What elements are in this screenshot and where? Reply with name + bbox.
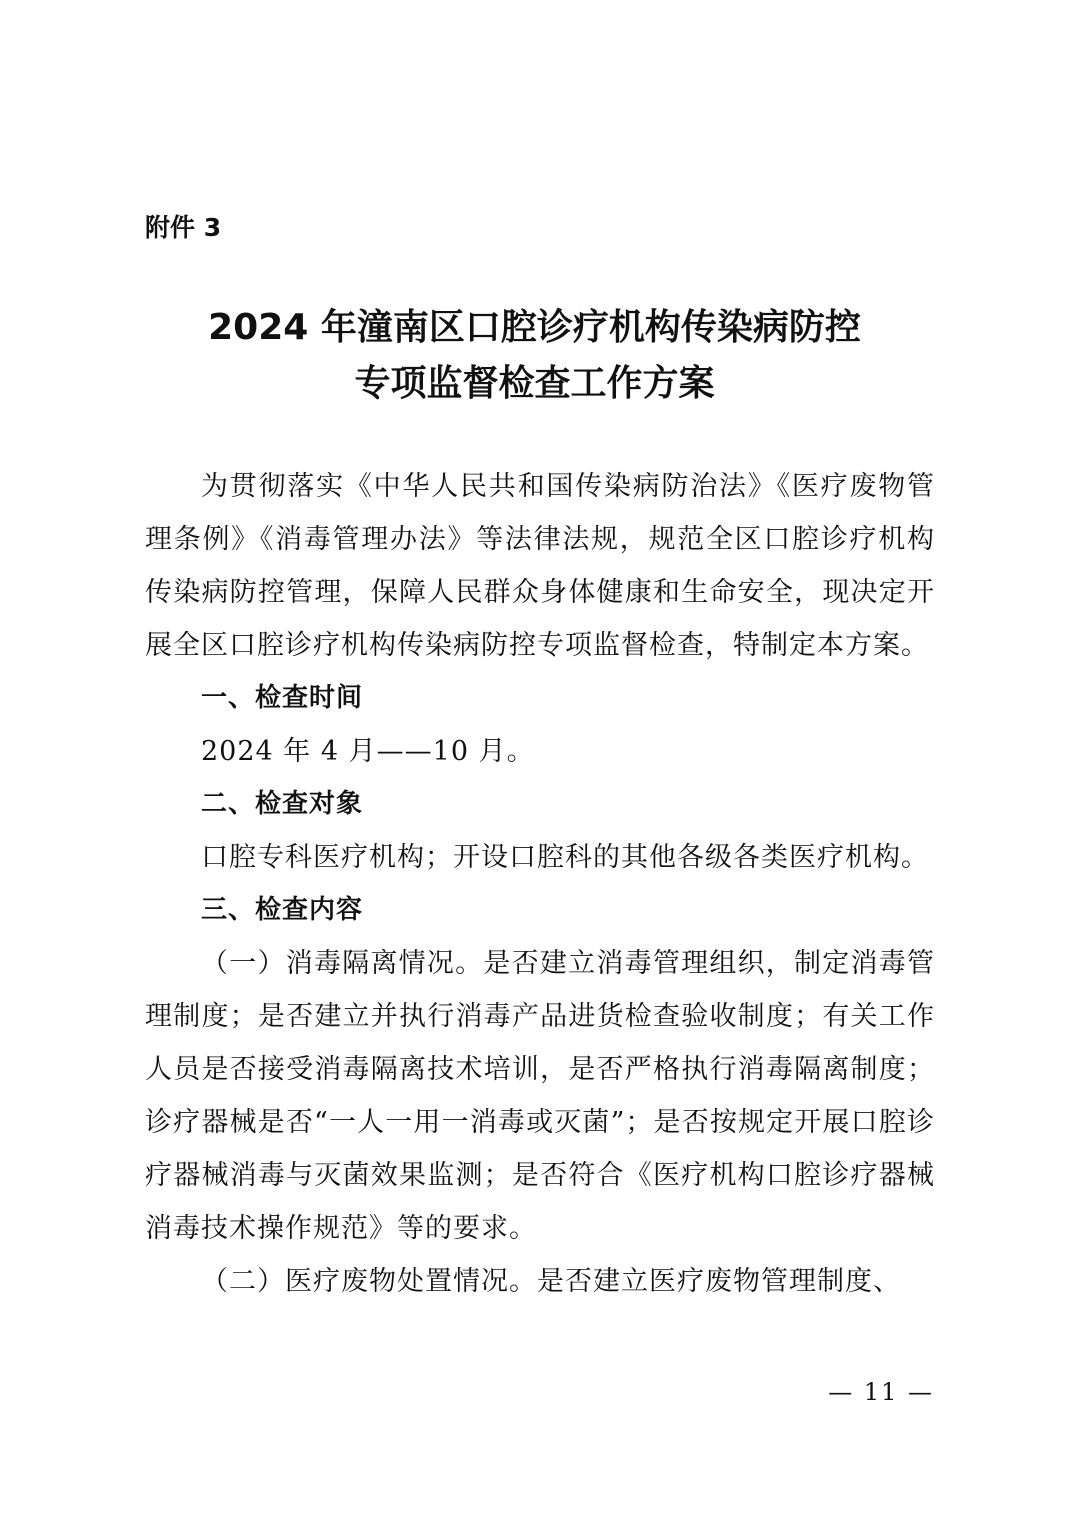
title-line-2: 专项监督检查工作方案: [354, 363, 715, 404]
document-body: [145, 460, 935, 1308]
attachment-label: 附件 3: [145, 213, 222, 242]
content-item-2: [145, 1255, 935, 1308]
content-item-2-text: 是否建立医疗废物管理制度、: [537, 1266, 901, 1297]
section-text-target: 口腔专科医疗机构；开设口腔科的其他各级各类医疗机构。: [201, 842, 929, 873]
document-title: [0, 300, 1069, 412]
content-item-1-text: 是否建立消毒管理组织，制定消毒管理制度；是否建立并执行消毒产品进货检查验收制度；有关工作人员是否接受消毒隔离技术培训，是否严格执行消毒隔离制度；诊疗器械是否“一人一用一消毒或灭菌”；是否按规定开展口腔诊疗器械消毒与灭菌效果监测；是否符合《医疗机构口腔诊疗器械消毒技术操作规范》等的要求。: [145, 948, 936, 1244]
content-item-1: [145, 937, 935, 1255]
intro-paragraph: 为贯彻落实《中华人民共和国传染病防治法》《医疗废物管理条例》《消毒管理办法》等法律法规，规范全区口腔诊疗机构传染病防控管理，保障人民群众身体健康和生命安全，现决定开展全区口腔诊疗机构传染病防控专项监督检查，特制定本方案。: [145, 471, 935, 661]
section-heading-time: 一、检查时间: [201, 683, 364, 713]
title-line-1: 2024 年潼南区口腔诊疗机构传染病防控: [208, 307, 861, 348]
content-item-1-lead: （一）消毒隔离情况。: [201, 948, 484, 979]
content-item-2-lead: （二）医疗废物处置情况。: [201, 1266, 537, 1297]
page-number: — 11 —: [828, 1378, 934, 1406]
section-text-time: 2024 年 4 月——10 月。: [201, 736, 535, 767]
section-heading-target: 二、检查对象: [201, 789, 364, 819]
section-heading-content: 三、检查内容: [201, 895, 364, 925]
